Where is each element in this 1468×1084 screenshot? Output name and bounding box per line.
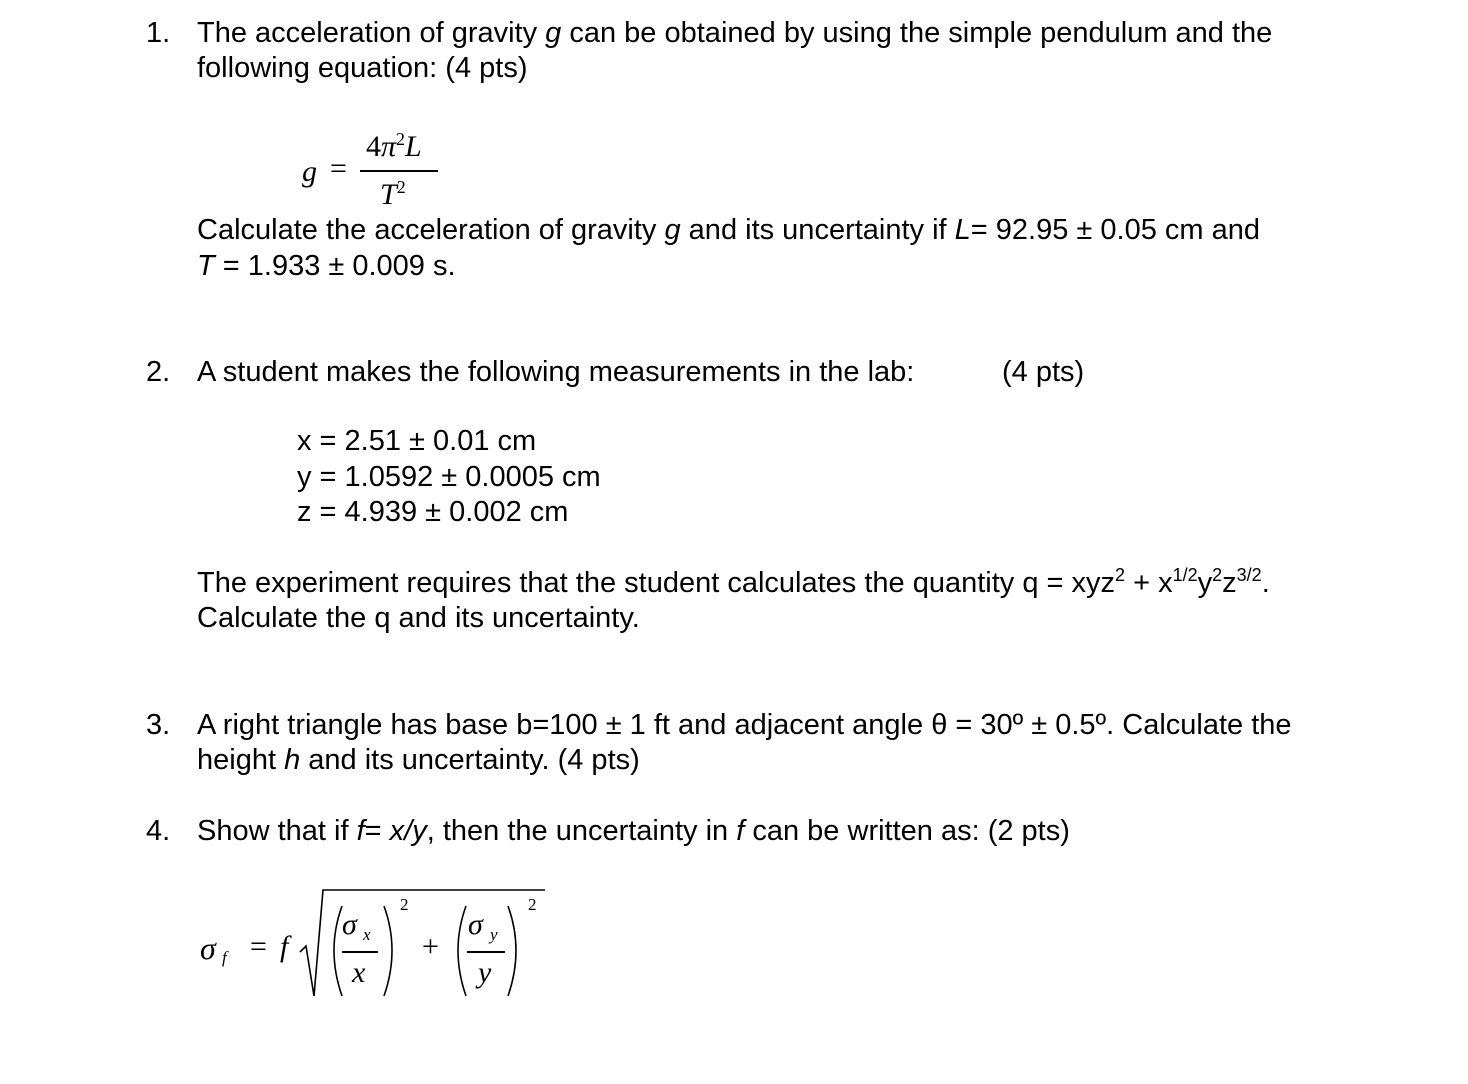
- q2-number: 2.: [146, 356, 171, 388]
- q4-eq-sy: σ: [468, 908, 483, 941]
- q4-line-b: , then the uncertainty in: [426, 815, 737, 847]
- q4-eq-exp1: 2: [400, 895, 409, 914]
- q4-eq-sub-f: f: [222, 948, 227, 967]
- q4-eq-frac1-bar: [342, 951, 378, 953]
- q1-eq-num-exp: 2: [396, 129, 406, 149]
- q2-line2-sup1: 2: [1115, 565, 1126, 585]
- q3-line2-h: h: [284, 744, 301, 776]
- q1-line4-T: T: [197, 250, 215, 282]
- q4-line-f: f: [356, 815, 365, 847]
- q1-line4-b: = 1.933 ± 0.009 s.: [214, 250, 456, 282]
- q2-line2-sup3: 2: [1212, 565, 1223, 585]
- q4-line-xy: x/y: [389, 815, 427, 847]
- q4-number: 4.: [146, 815, 171, 847]
- q2-line2-d: z: [1222, 567, 1237, 599]
- q4-line-c: can be written as: (2 pts): [744, 815, 1070, 847]
- q1-line1-a: The acceleration of gravity: [197, 17, 546, 49]
- q1-line1: [197, 16, 1272, 51]
- q1-eq-den-T: T: [380, 178, 397, 211]
- q4-eq-f: f: [280, 930, 289, 963]
- q3-line2-b: and its uncertainty. (4 pts): [300, 744, 640, 776]
- q1-eq-lhs: g: [302, 155, 317, 188]
- q1-eq-fraction-bar: [360, 170, 438, 172]
- q4-line-a: Show that if: [197, 815, 357, 847]
- q3-line2: [197, 743, 640, 778]
- q1-eq-num-pi: π: [381, 130, 397, 163]
- q2-line2-e: .: [1261, 567, 1270, 599]
- q4-eq-frac2-bar: [467, 951, 505, 953]
- q4-line-eq: =: [364, 815, 390, 847]
- q1-eq-equals: =: [330, 152, 347, 185]
- q4-eq-exp2: 2: [528, 895, 537, 914]
- q1-line3-g: g: [664, 214, 681, 246]
- q1-line3-c: = 92.95 ± 0.05 cm and: [970, 214, 1260, 246]
- q1-eq-numerator: [366, 130, 422, 164]
- q1-line4: [197, 249, 456, 284]
- q1-line3: [197, 213, 1260, 248]
- q4-eq-sx: σ: [342, 908, 357, 941]
- q1-line3-L: L: [954, 214, 971, 246]
- q1-eq-num-4: 4: [366, 130, 381, 163]
- q2-line2-sup2: 1/2: [1172, 565, 1198, 585]
- q2-line2-a: The experiment requires that the student calculates the quantity q = xyz: [197, 567, 1116, 599]
- q4-eq-sy-sub: y: [490, 925, 498, 944]
- q4-eq-x: x: [352, 956, 366, 989]
- q2-x-measurement: x = 2.51 ± 0.01 cm: [297, 425, 537, 457]
- q2-z-measurement: z = 4.939 ± 0.002 cm: [297, 496, 569, 528]
- q3-number: 3.: [146, 709, 171, 741]
- q2-line2-b: + x: [1125, 567, 1173, 599]
- q2-line2-sup4: 3/2: [1236, 565, 1262, 585]
- q1-line1-b: can be obtained by using the simple pendulum and the: [561, 17, 1273, 49]
- q1-eq-den-exp: 2: [396, 177, 406, 197]
- q4-line-f2: f: [736, 815, 745, 847]
- q2-line2: [197, 566, 1270, 601]
- q4-eq-equals: =: [250, 930, 267, 963]
- q4-line: [197, 814, 1070, 849]
- q2-y-measurement: y = 1.0592 ± 0.0005 cm: [297, 461, 601, 493]
- q1-number: 1.: [146, 17, 171, 49]
- q4-eq-y: y: [478, 956, 492, 989]
- q1-line2: following equation: (4 pts): [197, 52, 528, 84]
- q1-line3-a: Calculate the acceleration of gravity: [197, 214, 665, 246]
- q3-line2-a: height: [197, 744, 285, 776]
- q4-eq-plus: +: [422, 930, 439, 963]
- q3-line1: A right triangle has base b=100 ± 1 ft and adjacent angle θ = 30º ± 0.5º. Calculate the: [197, 709, 1292, 741]
- q1-eq-num-L: L: [405, 130, 422, 163]
- q1-line3-b: and its uncertainty if: [680, 214, 955, 246]
- q2-line2-c: y: [1197, 567, 1213, 599]
- q2-pts: (4 pts): [1002, 356, 1085, 388]
- q2-line3: Calculate the q and its uncertainty.: [197, 602, 640, 634]
- q4-eq-sx-sub: x: [363, 925, 371, 944]
- q1-var-g: g: [545, 17, 562, 49]
- q2-line1: A student makes the following measurements in the lab:: [197, 356, 915, 388]
- q4-eq-sigma: σ: [200, 930, 216, 966]
- q1-eq-denominator: [380, 178, 406, 212]
